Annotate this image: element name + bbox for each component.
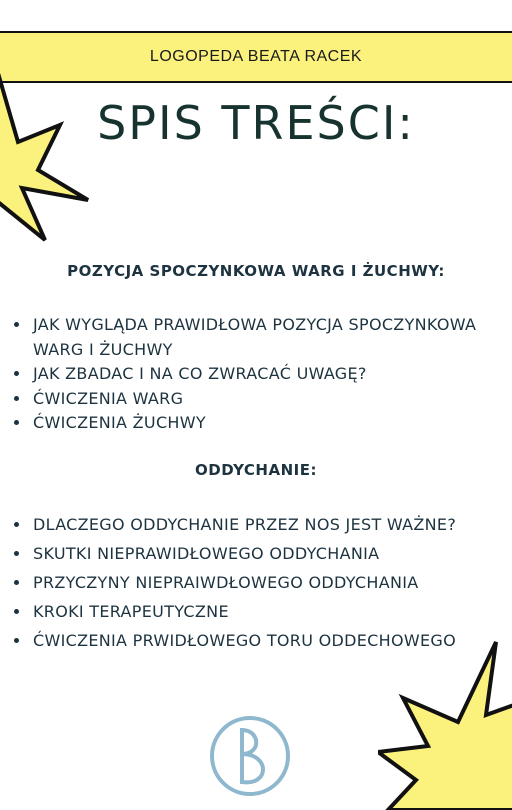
list-item	[14, 513, 504, 538]
bullet-icon	[14, 551, 19, 556]
bullet-icon	[14, 396, 19, 401]
bullet-icon	[14, 580, 19, 585]
bullet-icon	[14, 420, 19, 425]
bullet-icon	[14, 371, 19, 376]
list-item	[14, 387, 504, 412]
bullet-icon	[14, 322, 19, 327]
b-monogram-icon	[208, 714, 292, 798]
starburst-icon	[378, 640, 512, 810]
bullet-icon	[14, 522, 19, 527]
list-item	[14, 600, 504, 625]
list-item-text: JAK ZBADAC I NA CO ZWRACAĆ UWAGĘ?	[33, 364, 367, 383]
bullet-icon	[14, 638, 19, 643]
list-item	[14, 571, 504, 596]
section-heading-breathing: ODDYCHANIE:	[195, 461, 317, 479]
bullet-icon	[14, 609, 19, 614]
list-item	[14, 362, 504, 387]
list-item-text: ĆWICZENIA ŻUCHWY	[33, 413, 206, 432]
list-item-text: SKUTKI NIEPRAWIDŁOWEGO ODDYCHANIA	[33, 544, 380, 563]
list-breathing	[14, 513, 504, 658]
list-item-text: KROKI TERAPEUTYCZNE	[33, 602, 229, 621]
list-item-text: JAK WYGLĄDA PRAWIDŁOWA POZYCJA SPOCZYNKOWA WARG I ŻUCHWY	[33, 315, 477, 359]
list-item-text: DLACZEGO ODDYCHANIE PRZEZ NOS JEST WAŻNE?	[33, 515, 457, 534]
list-item	[14, 542, 504, 567]
list-item-text: PRZYCZYNY NIEPRAIWDŁOWEGO ODDYCHANIA	[33, 573, 419, 592]
list-item	[14, 411, 504, 436]
list-item-text: ĆWICZENIA WARG	[33, 388, 184, 408]
section-heading-lips-jaw: POZYCJA SPOCZYNKOWA WARG I ŻUCHWY:	[67, 262, 445, 280]
list-lips-jaw	[14, 313, 504, 436]
page-title: SPIS TREŚCI:	[97, 96, 415, 150]
list-item-text: ĆWICZENIA PRWIDŁOWEGO TORU ODDECHOWEGO	[33, 631, 456, 650]
banner-text: LOGOPEDA BEATA RACEK	[149, 48, 363, 65]
list-item	[14, 313, 504, 362]
